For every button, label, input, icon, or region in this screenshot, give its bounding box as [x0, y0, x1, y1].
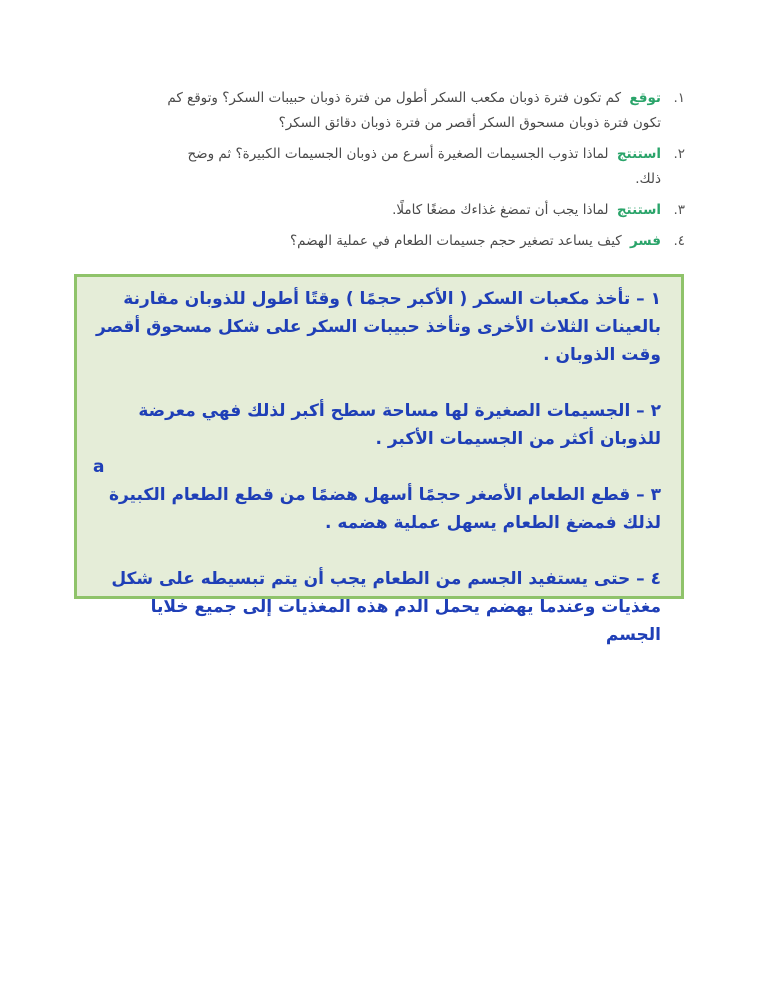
answer-3: ٣ – قطع الطعام الأصغر حجمًا أسهل هضمًا من قطع الطعام الكبيرة لذلك فمضغ الطعام يسهل عملية هضمه .	[108, 485, 661, 533]
question-text: كم تكون فترة ذوبان مكعب السكر أطول من فترة ذوبان حبيبات السكر؟ وتوقع كم تكون فترة ذوبان مسحوق السكر أقصر من فترة ذوبان دقائق السكر؟	[167, 90, 661, 131]
spacer	[93, 369, 661, 397]
question-text: لماذا تذوب الجسيمات الصغيرة أسرع من ذوبان الجسيمات الكبيرة؟ ثم وضح ذلك.	[187, 146, 661, 187]
question-1	[165, 86, 685, 136]
question-keyword: فسر	[630, 233, 661, 249]
answer-2: ٢ – الجسيمات الصغيرة لها مساحة سطح أكبر لذلك فهي معرضة للذوبان أكثر من الجسيمات الأكبر .	[138, 401, 661, 449]
question-number: ٢.	[673, 146, 685, 162]
spacer	[93, 537, 661, 565]
question-text: كيف يساعد تصغير حجم جسيمات الطعام في عملية الهضم؟	[290, 233, 622, 249]
questions-list	[165, 86, 685, 260]
question-number: ٣.	[673, 202, 685, 218]
question-number: ١.	[673, 90, 685, 106]
answer-4: ٤ – حتى يستفيد الجسم من الطعام يجب أن يتم تبسيطه على شكل مغذيات وعندما يهضم يحمل الدم هذه المغذيات إلى جميع خلايا الجسم	[111, 569, 661, 645]
stray-character: a	[93, 457, 105, 477]
answer-box	[74, 274, 684, 645]
question-2	[165, 142, 685, 192]
question-keyword: استنتج	[616, 202, 661, 218]
question-keyword: توقع	[629, 90, 661, 106]
question-4	[165, 229, 685, 254]
answer-1: ١ – تأخذ مكعبات السكر ( الأكبر حجمًا ) وقتًا أطول للذوبان مقارنة بالعينات الثلاث الأخرى وتأخذ حبيبات السكر على شكل مسحوق أقصر وقت الذوبان .	[95, 289, 661, 365]
question-text: لماذا يجب أن تمضغ غذاءك مضغًا كاملًا.	[392, 202, 609, 218]
question-keyword: استنتج	[616, 146, 661, 162]
question-number: ٤.	[673, 233, 685, 249]
question-3	[165, 198, 685, 223]
